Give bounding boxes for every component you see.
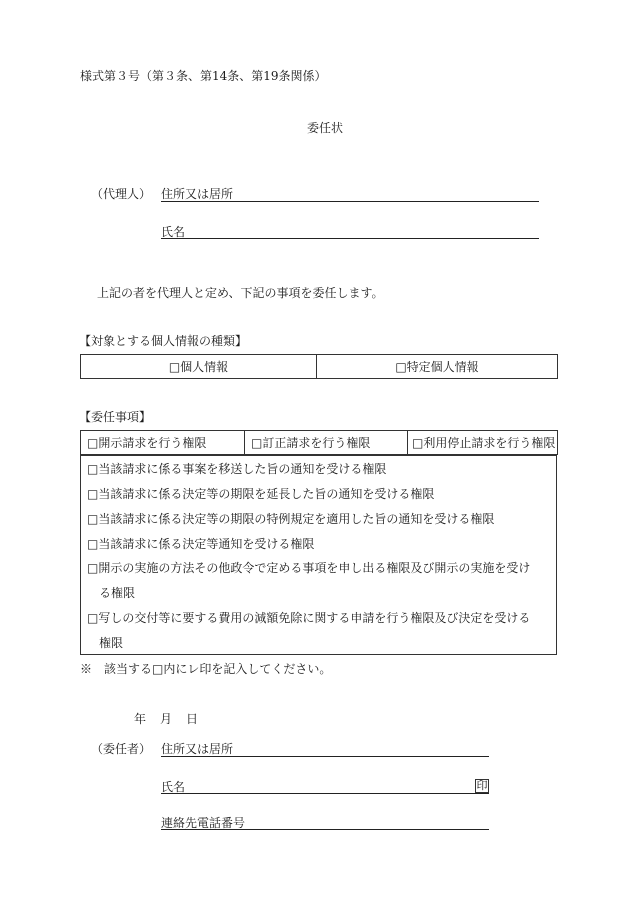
seal-mark: 印 [476,779,488,792]
info-type-heading: 【対象とする個人情報の種類】 [79,334,248,348]
authority-suspension-request[interactable]: □利用停止請求を行う権限 [408,431,558,455]
authority-decision-notice[interactable]: □当該請求に係る決定等通知を受ける権限 [87,537,315,551]
authority-disclosure-method-cont: る権限 [99,586,136,600]
delegation-items-box [80,455,557,655]
agent-name-line[interactable] [161,238,539,239]
principal-name-label: 氏名 [161,780,186,794]
authority-correction-request[interactable]: □訂正請求を行う権限 [245,431,408,455]
document-title: 委任状 [307,121,344,135]
date-year[interactable]: 年 [134,712,147,726]
authority-disclosure-request[interactable]: □開示請求を行う権限 [81,431,245,455]
option-personal-info[interactable]: □個人情報 [81,355,317,379]
agent-name-label: 氏名 [161,225,186,239]
instruction-note: ※ 該当する□内にレ印を記入してください。 [80,662,332,676]
authority-disclosure-method[interactable]: □開示の実施の方法その他政令で定める事項を申し出る権限及び開示の実施を受け [87,561,531,575]
agent-address-line[interactable] [161,201,539,202]
date-day[interactable]: 日 [186,712,199,726]
authority-fee-reduction-cont: 権限 [99,636,124,650]
principal-address-line[interactable] [161,756,489,757]
agent-role-label: （代理人） [91,187,152,201]
principal-phone-label: 連絡先電話番号 [161,816,246,830]
delegation-top-table [80,430,558,455]
principal-address-label: 住所又は居所 [161,742,234,756]
authority-special-extension-notice[interactable]: □当該請求に係る決定等の期限の特例規定を適用した旨の通知を受ける権限 [87,512,495,526]
authority-fee-reduction[interactable]: □写しの交付等に要する費用の減額免除に関する申請を行う権限及び決定を受ける [87,611,531,625]
authority-transfer-notice[interactable]: □当該請求に係る事案を移送した旨の通知を受ける権限 [87,462,387,476]
principal-name-line[interactable] [161,793,489,794]
principal-phone-line[interactable] [161,829,489,830]
intro-text: 上記の者を代理人と定め、下記の事項を委任します。 [97,286,384,300]
info-type-table [80,354,558,379]
date-month[interactable]: 月 [160,712,173,726]
delegation-heading: 【委任事項】 [79,410,152,424]
agent-address-label: 住所又は居所 [161,187,234,201]
option-specific-personal-info[interactable]: □特定個人情報 [317,355,558,379]
authority-extension-notice[interactable]: □当該請求に係る決定等の期限を延長した旨の通知を受ける権限 [87,487,435,501]
form-number: 様式第３号（第３条、第14条、第19条関係） [80,69,327,83]
principal-role-label: （委任者） [91,742,152,756]
